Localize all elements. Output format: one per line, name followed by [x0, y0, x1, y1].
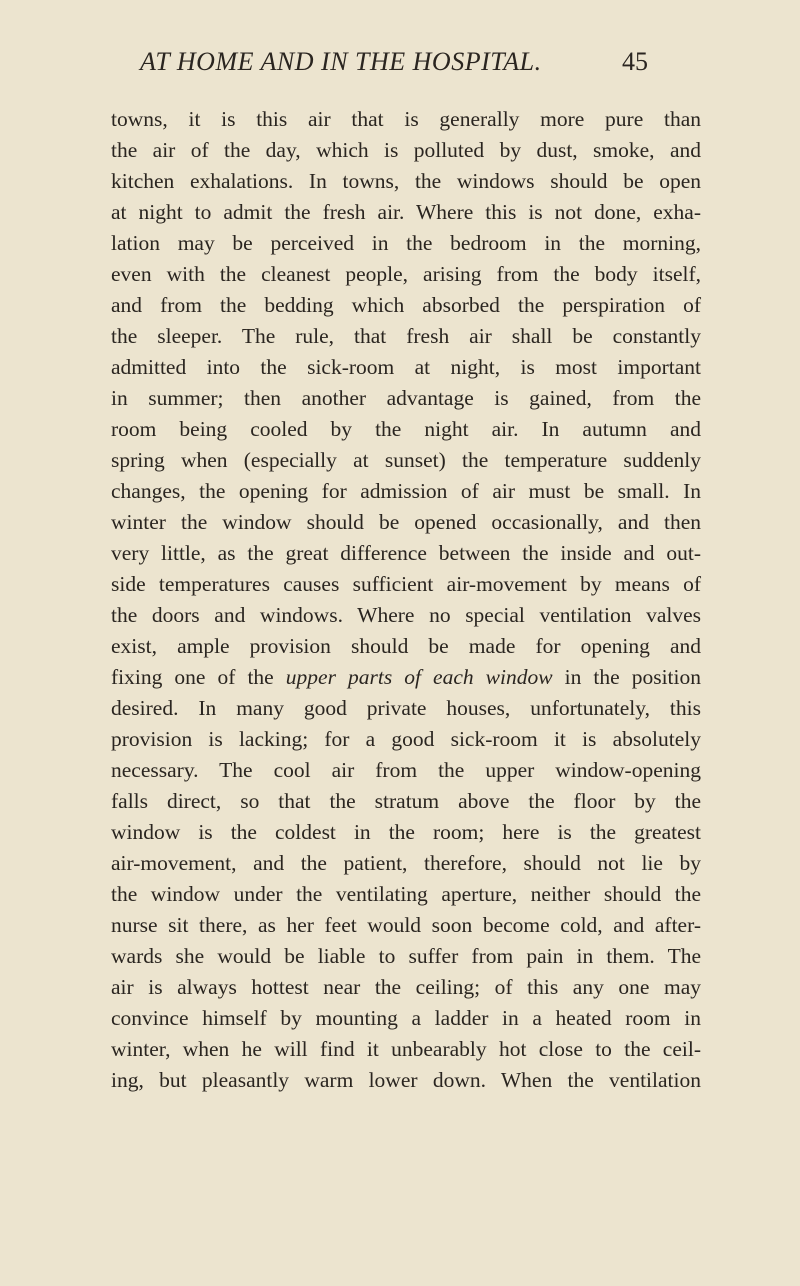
text-line: the air of the day, which is polluted by dust, smoke, and — [111, 138, 701, 162]
text-line: kitchen exhalations. In towns, the windows should be open — [111, 169, 701, 193]
text-line: the doors and windows. Where no special ventilation valves — [111, 603, 701, 627]
text-line: changes, the opening for admission of air must be small. In — [111, 479, 701, 503]
text-line: the window under the ventilating aperture, neither should the — [111, 882, 701, 906]
italic-emphasis: upper parts of each window — [285, 665, 553, 689]
page-number: 45 — [622, 47, 648, 76]
text-line-with-italic — [111, 662, 701, 693]
text-line: winter the window should be opened occasionally, and then — [111, 510, 701, 534]
text-line: air is always hottest near the ceiling; of this any one may — [111, 975, 701, 999]
text-line: at night to admit the fresh air. Where this is not done, exha- — [111, 200, 701, 224]
text-line: nurse sit there, as her feet would soon become cold, and after- — [111, 913, 701, 937]
text-line: winter, when he will find it unbearably hot close to the ceil- — [111, 1037, 701, 1061]
text-line: window is the coldest in the room; here is the greatest — [111, 820, 701, 844]
text-line: even with the cleanest people, arising from the body itself, — [111, 262, 701, 286]
text-line: admitted into the sick-room at night, is most important — [111, 355, 701, 379]
text-line: in summer; then another advantage is gained, from the — [111, 386, 701, 410]
text-line: falls direct, so that the stratum above the floor by the — [111, 789, 701, 813]
body-text — [111, 104, 701, 1096]
line-segment-before: fixing one of the — [111, 665, 286, 689]
text-line: convince himself by mounting a ladder in a heated room in — [111, 1006, 701, 1030]
text-line: side temperatures causes sufficient air-movement by means of — [111, 572, 701, 596]
text-line: and from the bedding which absorbed the perspiration of — [111, 293, 701, 317]
text-line: lation may be perceived in the bedroom in the morning, — [111, 231, 701, 255]
text-line: room being cooled by the night air. In autumn and — [111, 417, 701, 441]
text-line: wards she would be liable to suffer from pain in them. The — [111, 944, 701, 968]
running-head — [0, 42, 800, 92]
line-segment-after: in the position — [552, 665, 701, 689]
text-line: desired. In many good private houses, unfortunately, this — [111, 696, 701, 720]
text-line: towns, it is this air that is generally more pure than — [111, 107, 701, 131]
text-line: provision is lacking; for a good sick-room it is absolutely — [111, 727, 701, 751]
text-line: necessary. The cool air from the upper window-opening — [111, 758, 701, 782]
text-line: very little, as the great difference between the inside and out- — [111, 541, 701, 565]
text-line: the sleeper. The rule, that fresh air shall be constantly — [111, 324, 701, 348]
running-title: AT HOME AND IN THE HOSPITAL. — [140, 47, 542, 76]
text-line: exist, ample provision should be made for opening and — [111, 634, 701, 658]
text-line: ing, but pleasantly warm lower down. When the ventilation — [111, 1068, 701, 1092]
text-line: spring when (especially at sunset) the temperature suddenly — [111, 448, 701, 472]
text-line: air-movement, and the patient, therefore, should not lie by — [111, 851, 701, 875]
